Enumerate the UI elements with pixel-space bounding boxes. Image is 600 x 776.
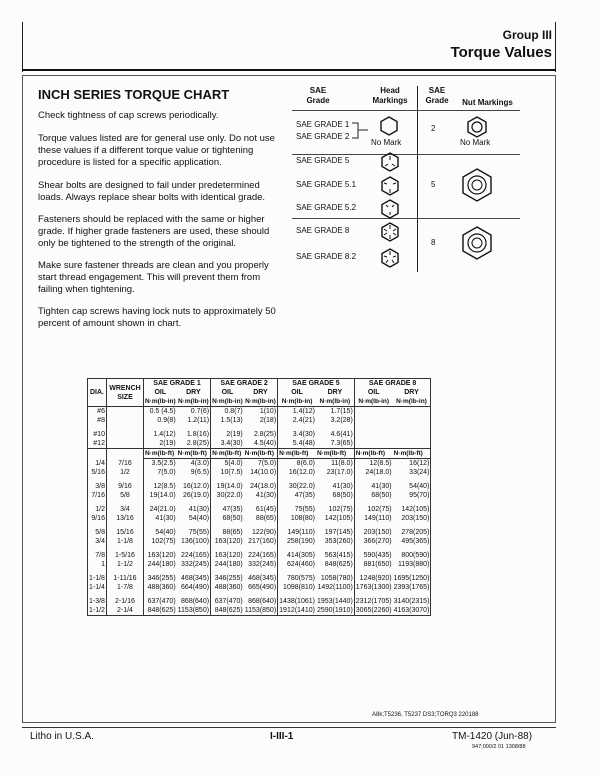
wrench-cell: 13/16 bbox=[106, 514, 143, 523]
unit-header: N·m(lb-ft) bbox=[211, 449, 244, 459]
dia-cell: 7/8 bbox=[88, 551, 107, 560]
grade2-header: SAE GRADE 2 bbox=[211, 379, 278, 389]
figure-reference: A8k;T5236, T5237 DS3;TORQ3 220188 bbox=[372, 712, 479, 718]
table-row bbox=[88, 597, 431, 606]
hex-head-grade8-icon bbox=[380, 222, 400, 242]
torque-value: 122(90) bbox=[244, 528, 278, 537]
nut-grade-5: 5 bbox=[431, 180, 436, 189]
torque-value: 1695(1250) bbox=[393, 575, 430, 582]
torque-value: 1492(1100) bbox=[317, 584, 353, 591]
grade-label: SAE GRADE 8.2 bbox=[296, 252, 357, 261]
hex-head-plain-icon bbox=[379, 116, 399, 136]
torque-value: 3.4(30) bbox=[211, 439, 244, 449]
torque-value: 16(12.0) bbox=[177, 482, 211, 491]
nut-markings-header: Nut Markings bbox=[462, 98, 513, 107]
torque-value: 881(650) bbox=[363, 561, 392, 568]
torque-value: 848(625) bbox=[143, 606, 176, 616]
unit-header: N·m(lb-ft) bbox=[177, 449, 211, 459]
table-row bbox=[88, 468, 431, 477]
wrench-cell: 1-11/16 bbox=[106, 574, 143, 583]
torque-value: 54(40) bbox=[177, 514, 211, 523]
torque-body-lb-ft bbox=[88, 459, 431, 616]
torque-value bbox=[354, 407, 392, 417]
paragraph-3: Shear bolts are designed to fail under predetermined loads. Always replace shear bolts with identical grade. bbox=[38, 180, 266, 203]
frame-top bbox=[22, 75, 556, 76]
torque-value: 30(22.0) bbox=[288, 483, 315, 490]
table-row bbox=[88, 505, 431, 514]
torque-value: 4163(3070) bbox=[393, 607, 430, 614]
torque-value: 1763(1300) bbox=[355, 584, 392, 591]
torque-value: 19(14.0) bbox=[149, 492, 176, 499]
torque-value: 1248(920) bbox=[359, 575, 392, 582]
dry-header: DRY bbox=[316, 388, 354, 397]
wrench-cell: 1-1/2 bbox=[106, 560, 143, 569]
torque-value: 102(75) bbox=[151, 538, 176, 545]
torque-value: 848(625) bbox=[211, 606, 244, 616]
torque-value: 41(30) bbox=[155, 515, 176, 522]
torque-value: 4(3.0) bbox=[177, 459, 211, 469]
wrench-cell bbox=[106, 407, 143, 417]
torque-value: 0.5 (4.5) bbox=[149, 408, 176, 415]
unit-header: N·m(lb-in) bbox=[393, 397, 431, 407]
torque-value: 47(35) bbox=[294, 492, 315, 499]
wrench-cell: 1-1/8 bbox=[106, 537, 143, 546]
torque-value: 16(12.0) bbox=[288, 469, 315, 476]
table-row bbox=[88, 583, 431, 592]
table-row bbox=[88, 416, 431, 425]
torque-value: 10(7.5) bbox=[220, 469, 243, 476]
wrench-cell bbox=[106, 430, 143, 439]
torque-value: 163(120) bbox=[214, 538, 243, 545]
torque-value: 3.5(2.5) bbox=[151, 460, 176, 467]
torque-value: 1.7(15) bbox=[316, 407, 354, 417]
torque-value: 3.2(28) bbox=[316, 416, 354, 425]
torque-value: 2393(1765) bbox=[393, 584, 430, 591]
torque-value: 3065(2260) bbox=[355, 607, 392, 614]
torque-value: 54(40) bbox=[393, 482, 431, 491]
torque-table bbox=[87, 378, 431, 616]
torque-value: 61(45) bbox=[244, 505, 278, 514]
oil-header: OIL bbox=[291, 389, 303, 396]
grade-label: SAE GRADE 8 bbox=[296, 226, 350, 235]
paragraph-6: Tighten cap screws having lock nuts to approximately 50 percent of amount shown in chart. bbox=[38, 306, 276, 329]
torque-value: 24(18.0) bbox=[244, 482, 278, 491]
torque-value: 468(345) bbox=[244, 574, 278, 583]
table-row bbox=[88, 430, 431, 439]
unit-header: N·m(lb-in) bbox=[212, 398, 243, 405]
unit-header: N·m(lb-in) bbox=[245, 398, 276, 405]
table-cell bbox=[88, 449, 107, 459]
torque-value: 278(205) bbox=[393, 528, 431, 537]
head-no-mark: No Mark bbox=[371, 138, 402, 147]
nut-grade-8: 8 bbox=[431, 238, 436, 247]
torque-value: 88(65) bbox=[222, 529, 243, 536]
torque-value: 2(18) bbox=[244, 416, 278, 425]
torque-value: 0.7(6) bbox=[177, 407, 211, 417]
torque-value: 3140(2315) bbox=[393, 598, 430, 605]
torque-value: 2.8(25) bbox=[177, 439, 211, 449]
torque-value bbox=[393, 439, 431, 449]
torque-value: 95(70) bbox=[393, 491, 431, 500]
grade-row-rule-1 bbox=[292, 154, 520, 155]
hex-head-grade51-icon bbox=[380, 176, 400, 196]
torque-value bbox=[354, 430, 392, 439]
torque-value: 9(6.5) bbox=[177, 468, 211, 477]
torque-value: 346(255) bbox=[214, 575, 243, 582]
torque-value: 88(65) bbox=[244, 514, 278, 523]
torque-value: 41(30) bbox=[244, 491, 278, 500]
grade-label: SAE GRADE 5 bbox=[296, 156, 350, 165]
torque-value: 54(40) bbox=[155, 529, 176, 536]
torque-value: 664(490) bbox=[177, 583, 211, 592]
torque-value: 868(640) bbox=[244, 597, 278, 606]
torque-value: 136(100) bbox=[177, 537, 211, 546]
torque-value: 75(55) bbox=[294, 506, 315, 513]
dia-cell: #8 bbox=[88, 416, 107, 425]
torque-value: 33(24) bbox=[393, 468, 431, 477]
torque-value: 1153(850) bbox=[177, 607, 210, 614]
torque-value: 2(19) bbox=[226, 431, 243, 438]
torque-value: 624(460) bbox=[286, 561, 315, 568]
table-row bbox=[88, 537, 431, 546]
dia-cell: 1-1/8 bbox=[89, 575, 105, 582]
torque-value: 12(8.5) bbox=[369, 460, 392, 467]
dry-header: DRY bbox=[177, 388, 211, 397]
torque-value: 224(165) bbox=[244, 551, 278, 560]
wrench-cell: 1-5/16 bbox=[106, 551, 143, 560]
wrench-cell: 1/2 bbox=[106, 468, 143, 477]
dia-cell: 3/4 bbox=[88, 537, 107, 546]
table-row bbox=[88, 606, 431, 616]
dia-cell: 3/8 bbox=[88, 482, 107, 491]
torque-value: 19(14.0) bbox=[216, 483, 243, 490]
page-rule-right bbox=[555, 22, 556, 72]
torque-value: 163(120) bbox=[214, 552, 243, 559]
paragraph-2: Torque values listed are for general use only. Do not use these values if a different torque value or tightening procedure is listed for a specific application. bbox=[38, 133, 275, 168]
torque-value: 1153(850) bbox=[244, 607, 277, 614]
grade8-header: SAE GRADE 8 bbox=[354, 379, 431, 389]
dia-cell: #6 bbox=[88, 407, 107, 417]
torque-value: 1058(780) bbox=[316, 574, 354, 583]
torque-value bbox=[393, 430, 431, 439]
torque-value: 414(305) bbox=[286, 552, 315, 559]
torque-value: 149(110) bbox=[287, 529, 315, 536]
grade5-header: SAE GRADE 5 bbox=[278, 379, 355, 389]
table-row bbox=[88, 482, 431, 491]
grade1-header: SAE GRADE 1 bbox=[143, 379, 210, 389]
wrench-cell: 2-1/4 bbox=[106, 606, 143, 616]
table-row bbox=[88, 439, 431, 449]
grade-label: SAE GRADE 5.2 bbox=[296, 203, 357, 212]
torque-value bbox=[393, 416, 431, 425]
manual-number: TM-1420 (Jun-88) bbox=[452, 731, 533, 742]
torque-value: 142(105) bbox=[316, 514, 354, 523]
table-row bbox=[88, 528, 431, 537]
head-markings-header: Head Markings bbox=[372, 86, 408, 105]
unit-header: N·m(lb-ft) bbox=[143, 449, 176, 459]
torque-value: 637(470) bbox=[214, 598, 243, 605]
wrench-cell: 9/16 bbox=[106, 482, 143, 491]
unit-header: N·m(lb-ft) bbox=[354, 449, 392, 459]
wrench-cell: 5/8 bbox=[106, 491, 143, 500]
torque-value: 102(75) bbox=[367, 506, 392, 513]
dia-cell: 1/4 bbox=[88, 459, 107, 469]
torque-value: 1193(880) bbox=[393, 560, 431, 569]
torque-value: 332(245) bbox=[244, 560, 278, 569]
torque-value: 102(75) bbox=[316, 505, 354, 514]
torque-value: 1(10) bbox=[244, 407, 278, 417]
table-row bbox=[88, 551, 431, 560]
torque-value: 353(260) bbox=[316, 537, 354, 546]
torque-value: 41(30) bbox=[316, 482, 354, 491]
unit-header: N·m(lb-ft) bbox=[278, 449, 316, 459]
torque-value: 495(365) bbox=[393, 537, 431, 546]
dia-cell: #10 bbox=[88, 430, 107, 439]
unit-header: N·m(lb-ft) bbox=[244, 449, 278, 459]
table-row bbox=[88, 491, 431, 500]
wrench-cell: 15/16 bbox=[106, 528, 143, 537]
torque-value: 366(270) bbox=[363, 538, 392, 545]
torque-value: 1438(1061) bbox=[279, 598, 315, 605]
dia-cell: 7/16 bbox=[88, 491, 107, 500]
torque-value: 1.2(11) bbox=[177, 416, 211, 425]
torque-value: 1.5(13) bbox=[220, 417, 243, 424]
torque-value: 1.4(12) bbox=[292, 408, 315, 415]
torque-value: 68(50) bbox=[222, 515, 243, 522]
nut-grade-2: 2 bbox=[431, 124, 436, 133]
grade-row-rule-2 bbox=[292, 218, 520, 219]
wrench-cell: 7/16 bbox=[106, 459, 143, 469]
grade-label: SAE GRADE 1 bbox=[296, 120, 350, 129]
paragraph-1: Check tightness of cap screws periodically. bbox=[38, 110, 219, 121]
dia-cell: 5/16 bbox=[88, 468, 107, 477]
wrench-cell bbox=[106, 416, 143, 425]
wrench-cell: 2-1/16 bbox=[106, 597, 143, 606]
torque-value: 203(150) bbox=[363, 529, 392, 536]
torque-value: 41(30) bbox=[177, 505, 211, 514]
torque-value: 163(120) bbox=[147, 552, 176, 559]
torque-value: 4.5(40) bbox=[244, 439, 278, 449]
grade-header-rule bbox=[292, 110, 520, 111]
table-row bbox=[88, 560, 431, 569]
nut-plain-icon bbox=[466, 116, 488, 138]
torque-value: 5(4.0) bbox=[224, 460, 243, 467]
hex-head-grade5-icon bbox=[380, 152, 400, 172]
torque-value bbox=[354, 416, 392, 425]
torque-value: 142(105) bbox=[393, 505, 431, 514]
col-dia: DIA. bbox=[88, 379, 107, 407]
torque-value: 68(50) bbox=[371, 492, 392, 499]
torque-value: 108(80) bbox=[290, 515, 315, 522]
torque-value: 12(8.5) bbox=[153, 483, 176, 490]
torque-value: 2.4(21) bbox=[292, 417, 315, 424]
torque-value: 224(165) bbox=[177, 551, 211, 560]
torque-value: 14(10.0) bbox=[244, 468, 278, 477]
torque-value: 488(360) bbox=[147, 584, 176, 591]
torque-value: 5.4(48) bbox=[278, 439, 316, 449]
torque-value: 3.4(30) bbox=[292, 431, 315, 438]
torque-value: 1953(1440) bbox=[316, 598, 353, 605]
grade-label: SAE GRADE 5.1 bbox=[296, 180, 357, 189]
torque-value: 1.8(16) bbox=[177, 430, 211, 439]
unit-header: N·m(lb-in) bbox=[278, 397, 316, 407]
unit-header: N·m(lb-ft) bbox=[316, 449, 354, 459]
dia-cell: 1-3/8 bbox=[89, 598, 105, 605]
grade-table-divider bbox=[417, 86, 418, 272]
torque-value: 197(145) bbox=[316, 528, 354, 537]
torque-value: 244(180) bbox=[214, 561, 243, 568]
frame-bottom bbox=[22, 722, 556, 723]
torque-value: 75(55) bbox=[177, 528, 211, 537]
torque-value: 2(19) bbox=[143, 439, 176, 449]
dia-cell: 1 bbox=[88, 560, 107, 569]
grade-col-header-2: SAE Grade bbox=[425, 86, 449, 105]
table-row bbox=[88, 407, 431, 417]
torque-value: 665(490) bbox=[244, 583, 278, 592]
torque-value: 7.3(65) bbox=[316, 439, 354, 449]
torque-value: 8(6.0) bbox=[296, 460, 315, 467]
torque-value: 23(17.0) bbox=[316, 468, 354, 477]
grade-col-header: SAE Grade bbox=[306, 86, 330, 105]
oil-header: OIL bbox=[221, 389, 234, 396]
footer-code: 947;000/2 01 1308/88 bbox=[472, 744, 526, 750]
unit-header: N·m(lb-ft) bbox=[393, 449, 431, 459]
torque-value: 488(360) bbox=[214, 584, 243, 591]
torque-unit-row bbox=[88, 449, 431, 459]
footer-litho: Litho in U.S.A. bbox=[30, 731, 94, 742]
dia-cell: 1-1/2 bbox=[89, 607, 105, 614]
torque-value: 637(470) bbox=[147, 598, 176, 605]
torque-value: 258(190) bbox=[286, 538, 315, 545]
unit-header: N·m(lb-in) bbox=[178, 398, 209, 405]
torque-value: 4.6(41) bbox=[316, 430, 354, 439]
torque-value: 563(415) bbox=[316, 551, 354, 560]
torque-value: 332(245) bbox=[177, 560, 211, 569]
table-row bbox=[88, 574, 431, 583]
torque-value: 2312(1705) bbox=[355, 598, 392, 605]
torque-value: 217(160) bbox=[244, 537, 278, 546]
dry-header: DRY bbox=[393, 388, 431, 397]
bracket-icon bbox=[350, 118, 372, 148]
torque-value: 800(590) bbox=[393, 551, 431, 560]
oil-header: OIL bbox=[367, 389, 380, 396]
torque-value: 1098(810) bbox=[283, 584, 315, 591]
footer-rule bbox=[22, 727, 556, 728]
torque-value: 346(255) bbox=[147, 575, 176, 582]
torque-value: 24(18.0) bbox=[365, 469, 392, 476]
dia-cell: 5/8 bbox=[88, 528, 107, 537]
torque-value: 244(180) bbox=[147, 561, 176, 568]
torque-value: 11(8.0) bbox=[316, 459, 354, 469]
torque-value bbox=[354, 439, 392, 449]
torque-value: 0.9(8) bbox=[157, 417, 176, 424]
torque-value: 590(435) bbox=[363, 552, 392, 559]
table-cell bbox=[106, 449, 143, 459]
torque-value: 0.8(7) bbox=[224, 408, 243, 415]
dia-cell: 9/16 bbox=[88, 514, 107, 523]
hex-head-grade52-icon bbox=[380, 199, 400, 219]
header-title: Torque Values bbox=[450, 44, 552, 61]
nut-no-mark: No Mark bbox=[460, 138, 491, 147]
header-rule bbox=[22, 69, 556, 71]
header-group: Group III bbox=[502, 28, 552, 42]
wrench-cell bbox=[106, 439, 143, 449]
paragraph-5: Make sure fastener threads are clean and you properly start thread engagement. This will prevent them from failing when tightening. bbox=[38, 260, 269, 295]
torque-value: 30(22.0) bbox=[216, 492, 243, 499]
table-row bbox=[88, 459, 431, 469]
torque-value: 848(625) bbox=[316, 560, 354, 569]
torque-value: 68(50) bbox=[316, 491, 354, 500]
frame-left bbox=[22, 75, 23, 723]
paragraph-4: Fasteners should be replaced with the same or higher grade. If higher grade fasteners are used, these should only be tightened to the strength of the original. bbox=[38, 214, 270, 249]
table-row bbox=[88, 514, 431, 523]
unit-header: N·m(lb-in) bbox=[316, 397, 354, 407]
frame-right bbox=[555, 75, 556, 723]
nut-grade5-icon bbox=[460, 168, 494, 202]
torque-value: 7(5.0) bbox=[157, 469, 176, 476]
torque-value: 26(19.0) bbox=[177, 491, 211, 500]
wrench-cell: 3/4 bbox=[106, 505, 143, 514]
oil-header: OIL bbox=[154, 389, 167, 396]
torque-value: 1912(1410) bbox=[279, 607, 315, 614]
torque-value: 47(35) bbox=[222, 506, 243, 513]
torque-value: 868(640) bbox=[177, 597, 211, 606]
torque-value: 41(30) bbox=[371, 483, 392, 490]
dia-cell: #12 bbox=[88, 439, 107, 449]
page-rule-left bbox=[22, 22, 23, 72]
dia-cell: 1/2 bbox=[88, 505, 107, 514]
torque-value: 24(21.0) bbox=[149, 506, 176, 513]
wrench-cell: 1-7/8 bbox=[106, 583, 143, 592]
dry-header: DRY bbox=[244, 388, 278, 397]
grade-label: SAE GRADE 2 bbox=[296, 132, 350, 141]
unit-header: N·m(lb-in) bbox=[354, 397, 392, 407]
torque-value: 1.4(12) bbox=[153, 431, 176, 438]
torque-value: 203(150) bbox=[393, 514, 431, 523]
torque-value: 7(5.0) bbox=[244, 459, 278, 469]
dia-cell: 1-1/4 bbox=[89, 584, 105, 591]
unit-header: N·m(lb-in) bbox=[144, 398, 176, 405]
torque-value: 2590(1910) bbox=[316, 607, 353, 614]
torque-value: 2.8(25) bbox=[244, 430, 278, 439]
chart-title: INCH SERIES TORQUE CHART bbox=[38, 87, 230, 102]
torque-value: 149(110) bbox=[364, 515, 392, 522]
torque-value: 780(575) bbox=[286, 575, 315, 582]
nut-grade8-icon bbox=[460, 226, 494, 260]
torque-value: 16(12) bbox=[393, 459, 431, 469]
hex-head-grade82-icon bbox=[380, 248, 400, 268]
page-number: I-III-1 bbox=[270, 731, 294, 742]
torque-body-lb-in bbox=[88, 407, 431, 449]
torque-value: 468(345) bbox=[177, 574, 211, 583]
torque-value bbox=[393, 407, 431, 417]
col-wrench: WRENCH SIZE bbox=[106, 379, 143, 407]
